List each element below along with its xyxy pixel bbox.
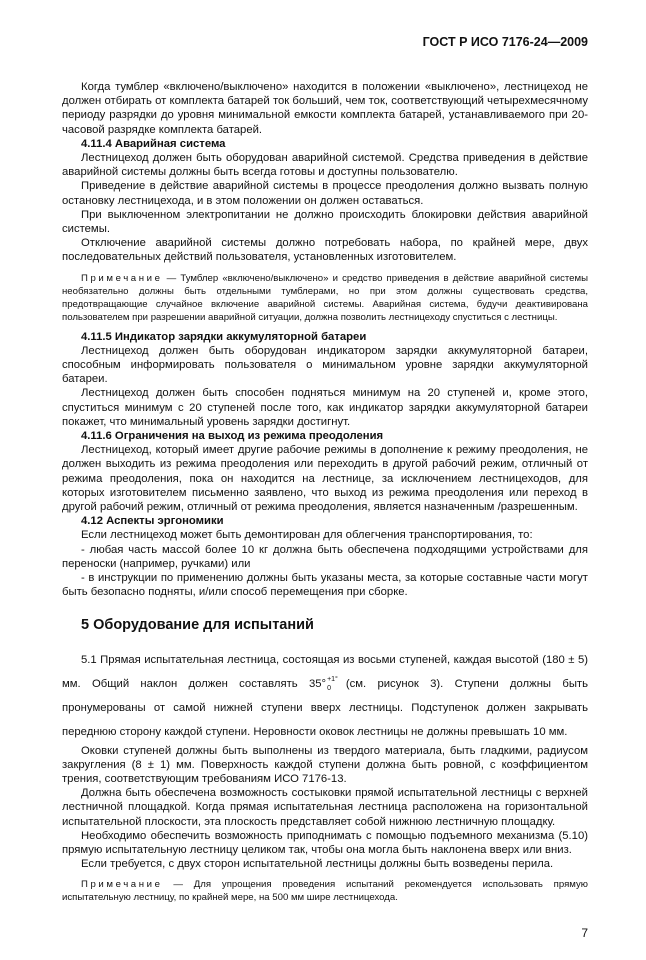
list-item: - любая часть массой более 10 кг должна быть обеспечена подходящими устройствами для переноски (например, ручками) или	[62, 543, 588, 570]
note-text: — Тумблер «включено/выключено» и средство приведения в действие аварийной системы необязательно должны быть отдельными тумблерами, но при этом должны существовать средства, предотвращающие случайное включение аварийной системы. Аварийная система, будучи деактивирована пользователем при разрешении аварийной ситуации, должна позволить лестницеходу спуститься с лестницы.	[62, 272, 588, 323]
document-header: ГОСТ Р ИСО 7176-24—2009	[422, 35, 588, 49]
page-number: 7	[581, 926, 588, 941]
paragraph: Если требуется, с двух сторон испытательной лестницы должны быть возведены перила.	[81, 858, 554, 871]
section-heading: 4.11.4 Аварийная система	[81, 137, 226, 150]
paragraph: Лестницеход должен быть оборудован аварийной системой. Средства приведения в действие аварийной системы должны быть всегда готовы и доступны пользователю.	[62, 152, 588, 179]
paragraph: Лестницеход должен быть оборудован индикатором зарядки аккумуляторной батареи, способным информировать пользователя о минимальном уровне зарядки аккумуляторной батареи.	[62, 344, 588, 386]
section-heading: 4.12 Аспекты эргономики	[81, 515, 224, 528]
list-item: - в инструкции по применению должны быть указаны места, за которые составные части могут быть безопасно подняты, и/или способ перемещения при сборке.	[62, 572, 588, 599]
paragraph: Отключение аварийной системы должно потребовать набора, по крайней мере, двух последовательных действий пользователя, установленных изготовителем.	[62, 237, 588, 264]
paragraph: При выключенном электропитании не должно происходить блокировки действия аварийной системы.	[62, 208, 588, 236]
note-label: Примечание	[81, 272, 163, 284]
tolerance	[327, 675, 338, 693]
paragraph: Необходимо обеспечить возможность приподнимать с помощью подъемного механизма (5.10) прямую испытательную лестницу целиком так, чтобы она могла быть наклонена вверх или вниз.	[62, 829, 588, 856]
section-heading: 4.11.5 Индикатор зарядки аккумуляторной батареи	[81, 330, 367, 343]
chapter-heading: 5 Оборудование для испытаний	[81, 616, 314, 633]
paragraph: Если лестницеход может быть демонтирован для облегчения транспортирования, то:	[81, 529, 533, 542]
page-body	[62, 0, 588, 960]
note-label: Примечание	[81, 879, 163, 891]
paragraph: Когда тумблер «включено/выключено» находится в положении «выключено», лестницеход не должен отбирать от комплекта батарей ток больший, чем ток, соответствующий четырехмесячному периоду разрядки до уровня минимальной емкости комплекта батарей, устанавливаемого при 20-часовой разрядке комплекта батарей.	[62, 81, 588, 136]
tolerance-upper: +1°	[327, 675, 338, 683]
paragraph: Оковки ступеней должны быть выполнены из твердого материала, быть гладкими, радиусом закругления (8 ± 1) мм. Поверхность каждой ступени должна быть ровной, с коэффициентом трения, соответствующим требованиям ИСО 7176-13.	[62, 744, 588, 785]
section-heading: 4.11.6 Ограничения на выход из режима преодоления	[81, 430, 384, 443]
tolerance-lower: 0	[327, 684, 331, 692]
paragraph: Лестницеход, который имеет другие рабочие режимы в дополнение к режиму преодоления, не должен выходить из режима преодоления или переходить в другой рабочий режим, отличный от режима преодоления, пока он находится на лестнице, за исключением лестницеходов, для которых изготовителем письменно заявлено, что выход из режима преодоления или переход в другой рабочий режим, отличный от режима преодоления, является назначенным /разрешенным.	[62, 444, 588, 514]
paragraph-text: 5.1 Прямая испытательная лестница, состоящая из восьми ступеней, каждая высотой (180 ± 5) мм. Общий наклон должен составлять 35°	[62, 653, 588, 690]
paragraph: Приведение в действие аварийной системы в процессе преодоления должно вызвать полную остановку лестницехода, и в этом положении он должен оставаться.	[62, 180, 588, 207]
note	[62, 272, 588, 324]
paragraph: Лестницеход должен быть способен подняться минимум на 20 ступеней и, кроме этого, спуститься минимум с 20 ступеней после того, как индикатор зарядки аккумуляторной батареи покажет, что минимальный уровень зарядки достигнут.	[62, 387, 588, 428]
note-text: — Для упрощения проведения испытаний рекомендуется использовать прямую испытательную лестницу, по крайней мере, на 500 мм шире лестницехода.	[62, 879, 588, 904]
paragraph	[62, 648, 588, 744]
paragraph-text: (см. рисунок 3). Ступени должны быть пронумерованы от самой нижней ступени вверх лестницы. Подступенок должен закрывать переднюю сторону каждой ступени. Неровности оковок лестницы не должны превышать 10 мм.	[62, 677, 588, 738]
paragraph: Должна быть обеспечена возможность состыковки прямой испытательной лестницы с верхней лестничной площадкой. Когда прямая испытательная лестница расположена на горизонтальной испытательной плоскости, эта плоскость представляет собой нижнюю лестничную площадку.	[62, 787, 588, 828]
note	[62, 878, 588, 904]
